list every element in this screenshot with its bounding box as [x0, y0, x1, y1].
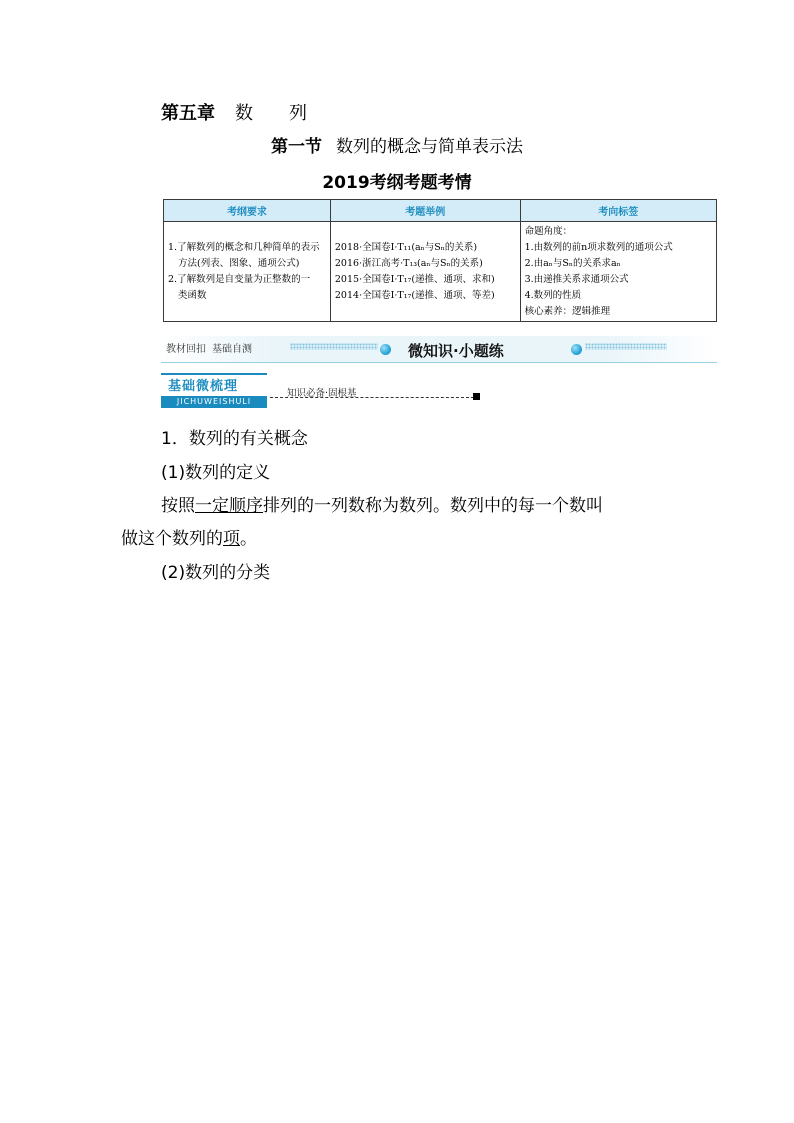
example-line: 2015·全国卷Ⅰ·T₁₇(递推、通项、求和): [334, 273, 495, 285]
heading-definition: (1)数列的定义: [161, 463, 271, 483]
square-bullet-icon: [473, 393, 480, 400]
section-prefix: 第一节: [271, 137, 322, 157]
tag-line: 3.由递推关系求通项公式: [524, 273, 629, 285]
jichu-dashed-line: [270, 397, 474, 398]
banner-dot-decoration-left: [290, 343, 378, 350]
banner-dot-decoration-right: [585, 343, 667, 350]
requirements-cell: [164, 222, 331, 322]
tag-line: 命题角度：: [524, 225, 573, 237]
requirement-line: 类函数: [178, 289, 207, 301]
header-requirements: 考纲要求: [164, 200, 331, 222]
table-header-row: [164, 200, 717, 222]
banner-title: 微知识·小题练: [408, 342, 504, 360]
banner-divider: [161, 362, 717, 363]
chapter-title: [161, 99, 307, 125]
examples-cell: [330, 222, 520, 322]
definition-paragraph-line-1: [161, 491, 603, 516]
jichu-badge-pinyin: JICHUWEISHULI: [161, 396, 267, 408]
table-row: [164, 222, 717, 322]
text-segment: 做这个数列的: [121, 529, 223, 549]
tags-cell: [520, 222, 716, 322]
section-title: [0, 132, 794, 157]
tag-line: 4.数列的性质: [524, 289, 582, 301]
chapter-char-2: 列: [289, 103, 307, 124]
requirement-line: 方法(列表、图象、通项公式): [178, 257, 300, 269]
example-line: 2018·全国卷Ⅰ·T₁₁(aₙ与Sₙ的关系): [334, 241, 478, 253]
exam-title: 2019考纲考题考情: [322, 173, 472, 193]
text-segment: 按照: [161, 496, 195, 516]
example-line: 2014·全国卷Ⅰ·T₁₇(递推、通项、等差): [334, 289, 495, 301]
tag-line: 2.由aₙ与Sₙ的关系求aₙ: [524, 257, 621, 269]
banner-label-textbook: 教材回扣: [166, 344, 206, 355]
example-line: 2016·浙江高考·T₁₃(aₙ与Sₙ的关系): [334, 257, 483, 269]
banner-left-labels: [166, 340, 252, 355]
underlined-term: 项: [223, 529, 240, 549]
underlined-term: 一定顺序: [195, 496, 263, 516]
definition-paragraph-line-2: [121, 524, 257, 549]
banner-ball-icon: [571, 344, 582, 355]
tag-line: 核心素养：逻辑推理: [524, 305, 611, 317]
chapter-prefix: 第五章: [161, 103, 215, 124]
requirement-line: 1.了解数列的概念和几种简单的表示: [168, 241, 320, 253]
text-segment: 排列的一列数称为数列。数列中的每一个数叫: [263, 496, 603, 516]
jichu-badge-title: 基础微梳理: [168, 379, 239, 394]
jichu-subtitle: 知识必备·固根基: [287, 388, 357, 399]
requirement-line: 2.了解数列是自变量为正整数的一: [168, 273, 311, 285]
tag-line: 1.由数列的前n项求数列的通项公式: [524, 241, 673, 253]
chapter-char-1: 数: [235, 103, 253, 124]
text-segment: 。: [240, 529, 257, 549]
header-tags: 考向标签: [520, 200, 716, 222]
section-name: 数列的概念与简单表示法: [336, 137, 523, 157]
exam-requirements-table: [163, 199, 717, 322]
header-examples: 考题举例: [330, 200, 520, 222]
heading-classification: (2)数列的分类: [161, 563, 271, 583]
banner-ball-icon: [380, 344, 391, 355]
heading-concepts: 1．数列的有关概念: [161, 429, 308, 449]
banner-label-selftest: 基础自测: [212, 344, 252, 355]
